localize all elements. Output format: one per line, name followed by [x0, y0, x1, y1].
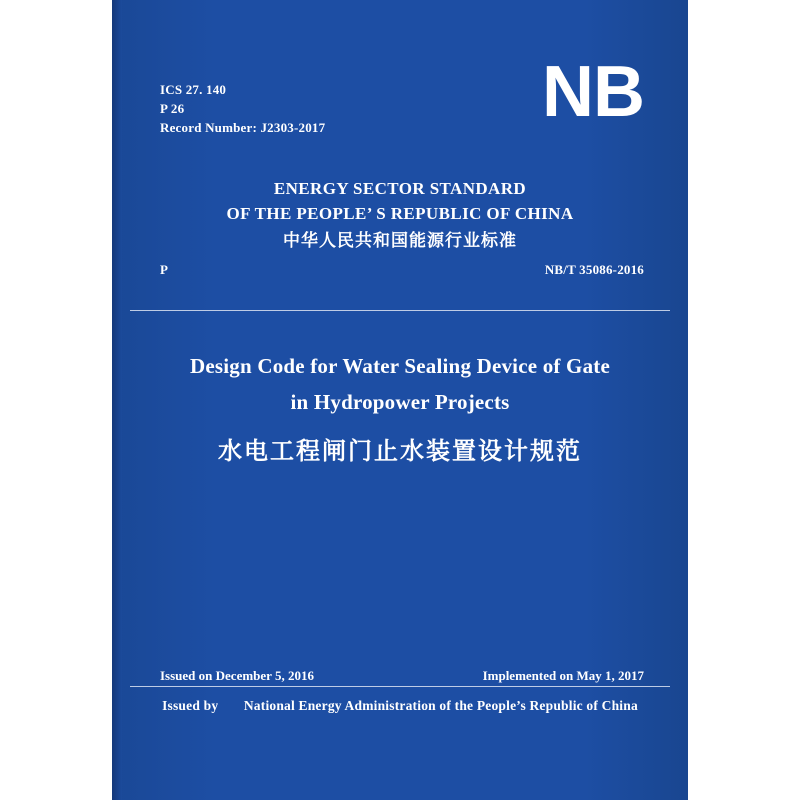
issuer-organization: National Energy Administration of the People’s Republic of China — [243, 698, 638, 713]
standard-number: NB/T 35086-2016 — [544, 262, 644, 277]
code-block — [160, 80, 325, 137]
classification-code: P 26 — [160, 101, 185, 116]
document-title — [142, 348, 658, 468]
standard-header — [112, 176, 688, 256]
title-english-line1: Design Code for Water Sealing Device of Gate — [190, 354, 610, 378]
ics-code: ICS 27. 140 — [160, 82, 227, 97]
issued-by-label: Issued by — [162, 698, 219, 713]
category-letter: P — [160, 262, 168, 277]
divider-bottom — [130, 686, 670, 687]
standard-cover — [112, 0, 688, 800]
record-number: Record Number: J2303-2017 — [160, 120, 326, 135]
standard-header-chinese: 中华人民共和国能源行业标准 — [283, 231, 517, 251]
nb-logo: NB — [542, 52, 644, 132]
title-chinese: 水电工程闸门止水装置设计规范 — [218, 437, 582, 465]
divider-top — [130, 310, 670, 311]
issued-date: Issued on December 5, 2016 — [160, 668, 314, 683]
title-english-line2: in Hydropower Projects — [290, 390, 510, 414]
standard-header-line1: ENERGY SECTOR STANDARD — [273, 179, 527, 198]
issuer-row — [112, 698, 688, 714]
date-row — [160, 668, 644, 688]
implemented-date: Implemented on May 1, 2017 — [482, 668, 644, 683]
number-row — [112, 262, 688, 282]
standard-header-line2: OF THE PEOPLE’ S REPUBLIC OF CHINA — [226, 204, 574, 223]
